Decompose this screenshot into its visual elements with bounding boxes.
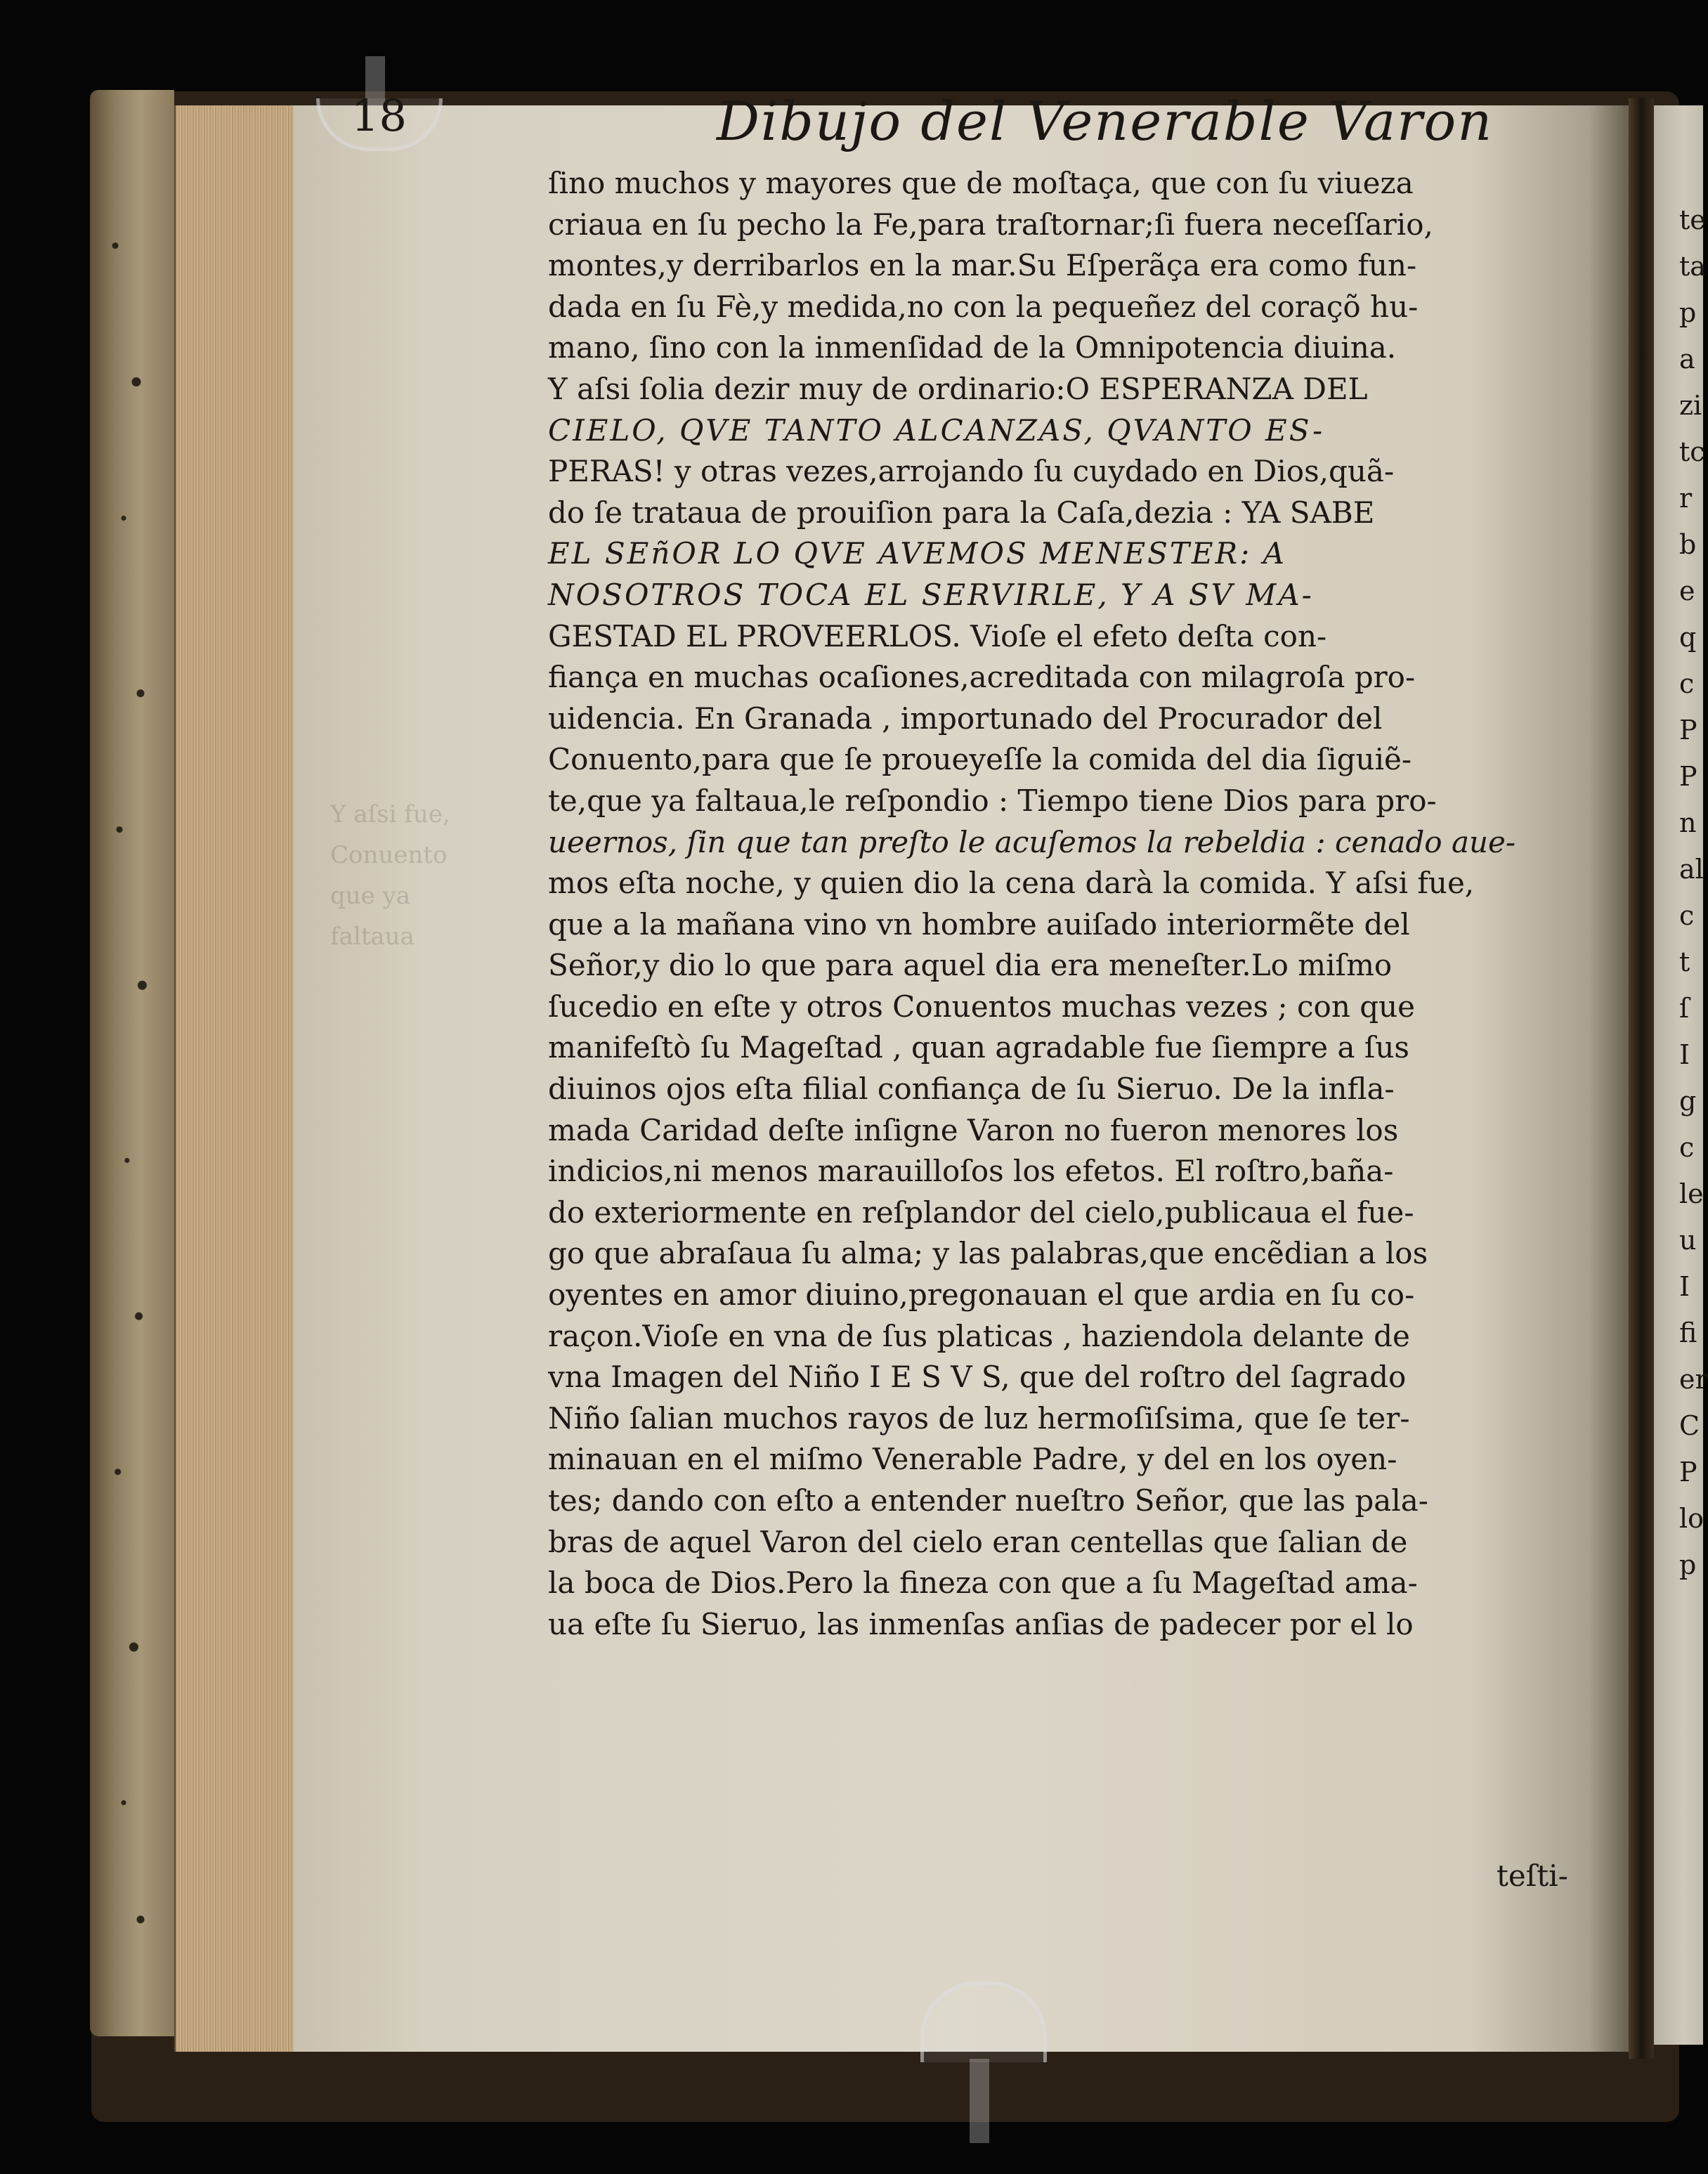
text-line: NOSOTROS TOCA EL SERVIRLE, Y A SV MA- (548, 577, 1314, 612)
text-line: te,que ya faltaua,le reſpondio : Tiempo tiene Dios para pro- (548, 783, 1437, 818)
page-number: 18 (351, 90, 407, 141)
text-line: ſino muchos y mayores que de moſtaça, que con ſu viueza (548, 166, 1414, 200)
text-line: Y aſsi ſolia dezir muy de ordinario:O ESPERANZA DEL (548, 371, 1368, 406)
text-line: mano, ſino con la inmenſidad de la Omnipotencia diuina. (548, 330, 1397, 365)
text-line: CIELO, QVE TANTO ALCANZAS, QVANTO ES- (548, 412, 1325, 448)
text-line: PERAS! y otras vezes,arrojando ſu cuydado en Dios,quã- (548, 454, 1395, 489)
text-line: que a la mañana vino vn hombre auiſado interiormẽte del (548, 906, 1410, 942)
text-line: mada Caridad deſte inſigne Varon no fueron menores los (548, 1112, 1399, 1147)
text-line: do ſe trataua de prouiſion para la Caſa,dezia : YA SABE (548, 495, 1375, 530)
text-line: mos eſta noche, y quien dio la cena darà la comida. Y aſsi fue, (548, 866, 1475, 901)
bottom-clip-tab (970, 2059, 989, 2143)
running-head (351, 90, 1588, 153)
text-line: ſucedio en eſte y otros Conuentos muchas vezes ; con que (548, 989, 1416, 1024)
left-binding-board (90, 90, 174, 2036)
text-line: dada en ſu Fè,y medida,no con la pequeñez del coraçõ hu- (548, 289, 1419, 324)
text-line: uidencia. En Granada , importunado del Procurador del (548, 701, 1383, 736)
text-line: Conuento,para que ſe proueyeſſe la comida del dia ſiguiẽ- (548, 742, 1412, 777)
foxing-spots (90, 90, 174, 2036)
text-line: Niño ſalian muchos rayos de luz hermoſiſsima, que ſe ter- (548, 1400, 1410, 1436)
text-line: la boca de Dios.Pero la fineza con que a ſu Mageſtad ama- (548, 1566, 1418, 1601)
text-line: indicios,ni menos marauilloſos los efetos. El roſtro,baña- (548, 1154, 1394, 1189)
text-line: minauan en el miſmo Venerable Padre, y del en los oyen- (548, 1442, 1397, 1477)
text-line: oyentes en amor diuino,pregonauan el que ardia en ſu co- (548, 1277, 1415, 1313)
text-line: montes,y derribarlos en la mar.Su Eſperãça era como fun- (548, 248, 1417, 283)
text-line: tes; dando con eſto a entender nueſtro Señor, que las pala- (548, 1483, 1428, 1518)
text-line: EL SEñOR LO QVE AVEMOS MENESTER: A (548, 536, 1286, 571)
body-text (548, 163, 1574, 1645)
text-line: criaua en ſu pecho la Fe,para traſtornar;ſi fuera neceſſario, (548, 207, 1433, 242)
text-line: GESTAD EL PROVEERLOS. Vioſe el efeto deſta con- (548, 618, 1327, 653)
text-line: manifeſtò ſu Mageſtad , quan agradable fue ſiempre a ſus (548, 1030, 1409, 1065)
text-line: raçon.Vioſe en vna de ſus platicas , haziendola delante de (548, 1318, 1410, 1353)
text-line: bras de aquel Varon del cielo eran centellas que ſalian de (548, 1524, 1408, 1559)
running-head-title: Dibujo del Venerable Varon (717, 90, 1494, 152)
text-line: diuinos ojos eſta filial confiança de ſu Sieruo. De la infla- (548, 1072, 1395, 1107)
facing-page-fragments: te ta p a zi tc r b e q c P P n al c t ſ I g c le u I fi er C P lo p (1679, 204, 1708, 1580)
page-block-edges (174, 105, 295, 2052)
text-line: do exteriormente en reſplandor del cielo,publicaua el fue- (548, 1195, 1414, 1230)
book-gutter (1629, 98, 1654, 2059)
text-line: ueernos, ſin que tan preſto le acuſemos la rebeldia : cenado aue- (548, 824, 1516, 859)
text-line: go que abraſaua ſu alma; y las palabras,que encẽdian a los (548, 1236, 1428, 1271)
text-line: Señor,y dio lo que para aquel dia era meneſter.Lo miſmo (548, 948, 1393, 983)
catchword: teſti- (1497, 1859, 1568, 1893)
text-line: ua eſte ſu Sieruo, las inmenſas anſias de padecer por el lo (548, 1606, 1414, 1641)
show-through-text: Y aſsi fue, Conuento que ya faltaua (330, 800, 450, 951)
text-line: vna Imagen del Niño I E S V S, que del roſtro del ſagrado (548, 1360, 1407, 1395)
text-line: fiança en muchas ocaſiones,acreditada con milagroſa pro- (548, 660, 1416, 695)
